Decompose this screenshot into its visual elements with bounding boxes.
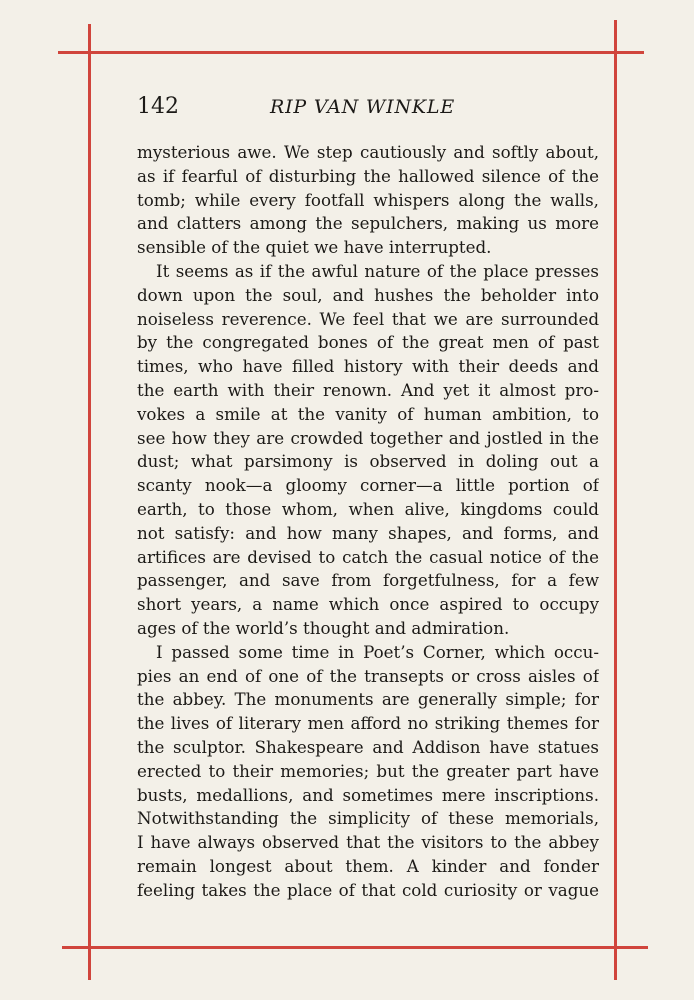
text-line: passenger, and save from forgetfulness, for a few (137, 570, 599, 591)
text-line: down upon the soul, and hushes the beholder into (137, 284, 599, 305)
border-rule-left (88, 24, 91, 980)
border-rule-right (614, 20, 617, 980)
text-line: short years, a name which once aspired to occupy (137, 594, 599, 615)
text-line: artifices are devised to catch the casual notice of the (137, 546, 599, 567)
text-line: the lives of literary men afford no striking themes for (137, 713, 599, 734)
text-line: mysterious awe. We step cautiously and softly about, (137, 142, 599, 162)
text-line: see how they are crowded together and jostled in the (137, 427, 599, 448)
text-line: the earth with their renown. And yet it almost pro- (137, 379, 599, 400)
text-line: I passed some time in Poet’s Corner, which occu- (156, 641, 599, 662)
text-line: not satisfy: and how many shapes, and forms, and (137, 522, 599, 543)
text-line: vokes a smile at the vanity of human ambition, to (137, 403, 599, 424)
text-line: tomb; while every footfall whispers along the walls, (137, 189, 599, 210)
text-line: busts, medallions, and sometimes mere inscriptions. (137, 784, 599, 805)
border-rule-top (58, 51, 644, 54)
border-rule-bottom (62, 946, 648, 949)
body-text (137, 141, 599, 903)
page-header (137, 92, 599, 122)
text-line: dust; what parsimony is observed in doling out a (137, 451, 599, 472)
text-line: earth, to those whom, when alive, kingdoms could (137, 498, 599, 519)
text-line: I have always observed that the visitors to the abbey (137, 832, 599, 853)
text-line: pies an end of one of the transepts or cross aisles of (137, 665, 599, 686)
text-line: noiseless reverence. We feel that we are surrounded (137, 308, 599, 329)
text-line: remain longest about them. A kinder and fonder (137, 855, 599, 876)
text-line: Notwithstanding the simplicity of these memorials, (137, 808, 599, 829)
text-line: the abbey. The monuments are generally simple; for (137, 689, 599, 710)
text-line: by the congregated bones of the great men of past (137, 332, 599, 353)
text-line: erected to their memories; but the greater part have (137, 760, 599, 781)
text-line: scanty nook—a gloomy corner—a little portion of (137, 475, 599, 496)
text-line: and clatters among the sepulchers, making us more (137, 213, 599, 234)
text-line: the sculptor. Shakespeare and Addison have statues (137, 736, 599, 757)
running-title: RIP VAN WINKLE (270, 96, 455, 118)
text-line: times, who have filled history with their deeds and (137, 356, 599, 377)
text-line: ages of the world’s thought and admiration. (137, 617, 510, 638)
text-line: It seems as if the awful nature of the place presses (156, 260, 599, 281)
page-number: 142 (137, 94, 179, 119)
text-line: sensible of the quiet we have interrupted. (137, 237, 492, 258)
text-line: as if fearful of disturbing the hallowed silence of the (137, 165, 599, 186)
text-line: feeling takes the place of that cold curiosity or vague (137, 879, 599, 900)
